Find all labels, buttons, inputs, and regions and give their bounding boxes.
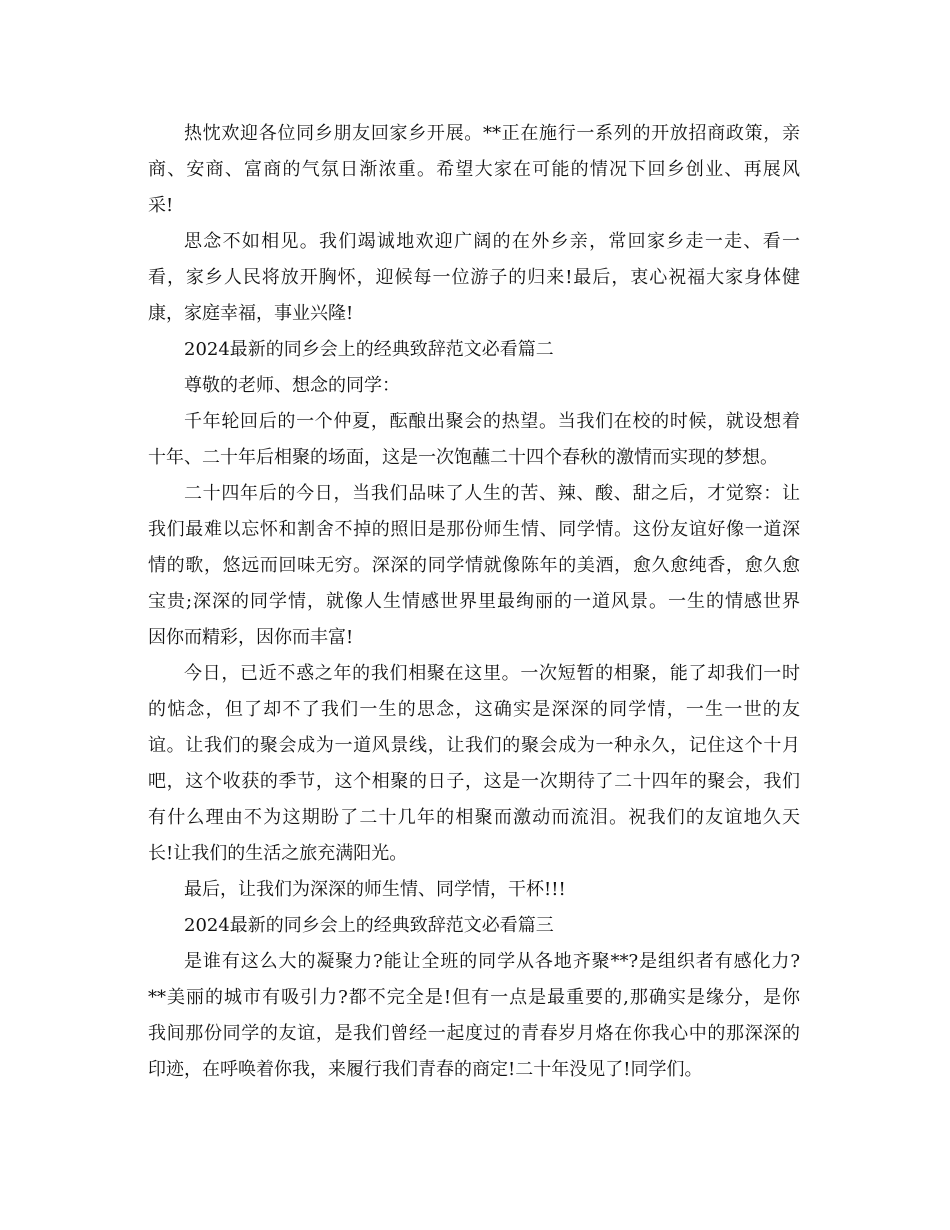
section-heading (148, 332, 800, 368)
paragraph (148, 656, 800, 872)
text-line: 是谁有这么大的凝聚力?能让全班的同学从各地齐聚**?是组织者有感化力? (184, 951, 800, 972)
text-line: 今日，已近不惑之年的我们相聚在这里。一次短暂的相聚，能了却我们一时 (184, 663, 800, 684)
text-line: 的惦念，但了却不了我们一生的思念，这确实是深深的同学情，一生一世的友 (148, 699, 800, 720)
text-line: 吧，这个收获的季节，这个相聚的日子，这是一次期待了二十四年的聚会，我们 (148, 771, 800, 792)
paragraph (148, 476, 800, 656)
text-line: 宝贵;深深的同学情，就像人生情感世界里最绚丽的一道风景。一生的情感世界 (148, 591, 800, 612)
salutation (148, 368, 800, 404)
paragraph (148, 404, 800, 476)
paragraph (148, 872, 800, 908)
text-line: 十年、二十年后相聚的场面，这是一次饱蘸二十四个春秋的激情而实现的梦想。 (148, 447, 778, 468)
text-line: 情的歌，悠远而回味无穷。深深的同学情就像陈年的美酒，愈久愈纯香，愈久愈 (148, 555, 800, 576)
text-line: 2024最新的同乡会上的经典致辞范文必看篇二 (184, 339, 554, 360)
text-line: 谊。让我们的聚会成为一道风景线，让我们的聚会成为一种永久，记住这个十月 (148, 735, 800, 756)
text-line: 商、安商、富商的气氛日渐浓重。希望大家在可能的情况下回乡创业、再展风 (148, 159, 800, 180)
paragraph (148, 116, 800, 224)
text-line: 看，家乡人民将放开胸怀，迎候每一位游子的归来!最后，衷心祝福大家身体健 (148, 267, 800, 288)
text-line: 我间那份同学的友谊，是我们曾经一起度过的青春岁月烙在你我心中的那深深的 (148, 1023, 800, 1044)
text-line: 印迹，在呼唤着你我，来履行我们青春的商定!二十年没见了!同学们。 (148, 1059, 703, 1080)
text-line: 最后，让我们为深深的师生情、同学情，干杯!!! (184, 879, 566, 900)
text-line: 热忱欢迎各位同乡朋友回家乡开展。**正在施行一系列的开放招商政策，亲 (184, 123, 800, 144)
text-line: 尊敬的老师、想念的同学： (184, 375, 400, 396)
text-line: 2024最新的同乡会上的经典致辞范文必看篇三 (184, 915, 554, 936)
text-line: 二十四年后的今日，当我们品味了人生的苦、辣、酸、甜之后，才觉察：让 (184, 483, 800, 504)
text-line: 千年轮回后的一个仲夏，酝酿出聚会的热望。当我们在校的时候，就设想着 (184, 411, 800, 432)
text-line: 我们最难以忘怀和割舍不掉的照旧是那份师生情、同学情。这份友谊好像一道深 (148, 519, 800, 540)
text-line: 采! (148, 195, 174, 216)
text-line: 因你而精彩，因你而丰富! (148, 627, 354, 648)
text-line: **美丽的城市有吸引力?都不完全是!但有一点是最重要的,那确实是缘分，是你 (148, 987, 800, 1008)
text-line: 康，家庭幸福，事业兴隆! (148, 303, 354, 324)
section-heading (148, 908, 800, 944)
paragraph (148, 944, 800, 1088)
document-page (148, 116, 800, 1088)
text-line: 思念不如相见。我们竭诚地欢迎广阔的在外乡亲，常回家乡走一走、看一 (184, 231, 800, 252)
text-line: 有什么理由不为这期盼了二十几年的相聚而激动而流泪。祝我们的友谊地久天 (148, 807, 800, 828)
paragraph (148, 224, 800, 332)
text-line: 长!让我们的生活之旅充满阳光。 (148, 843, 408, 864)
